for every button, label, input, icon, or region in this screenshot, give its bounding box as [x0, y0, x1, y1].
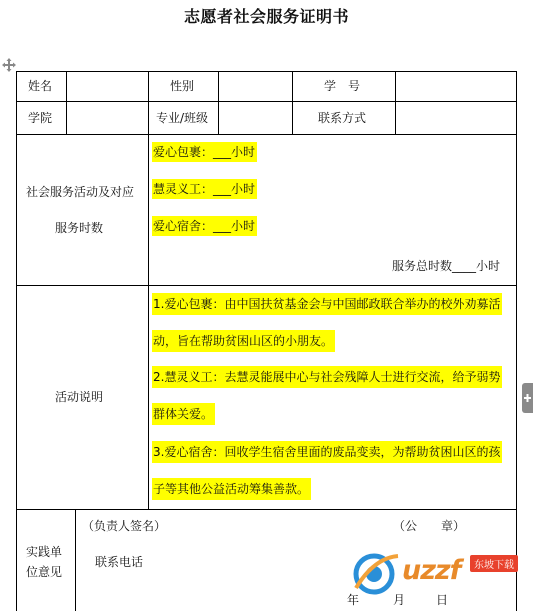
activity-line: 子等其他公益活动筹集善款。	[152, 478, 311, 500]
watermark-logo-text: uzzf	[402, 555, 461, 586]
stamp-label: （公 章）	[393, 519, 466, 533]
activity-line: 群体关爱。	[152, 403, 215, 425]
activity-line: 动，旨在帮助贫困山区的小朋友。	[152, 330, 335, 352]
name-label: 姓名	[28, 79, 53, 93]
student-id-field[interactable]	[396, 72, 515, 100]
college-field[interactable]	[67, 102, 147, 133]
student-id-label: 学 号	[324, 79, 361, 93]
plus-icon	[524, 393, 531, 403]
practice-unit-label-line1: 实践单	[26, 545, 63, 559]
contact-label: 联系方式	[318, 111, 367, 125]
service-label-line2: 服务时数	[55, 221, 104, 235]
activity-line: 2.慧灵义工：去慧灵能展中心与社会残障人士进行交流，给予弱势	[152, 366, 502, 388]
contact-phone-label: 联系电话	[95, 555, 144, 569]
practice-unit-label-line2: 位意见	[26, 565, 63, 579]
college-label: 学院	[28, 111, 53, 125]
gender-field[interactable]	[219, 72, 291, 100]
name-field[interactable]	[67, 72, 147, 100]
contact-field[interactable]	[396, 102, 515, 133]
page-title: 志愿者社会服务证明书	[183, 7, 349, 26]
side-scroll-tab[interactable]	[522, 383, 533, 413]
service-label-line1: 社会服务活动及对应	[26, 185, 135, 199]
activity-line: 3.爱心宿舍：回收学生宿舍里面的废品变卖，为帮助贫困山区的孩	[152, 441, 502, 463]
activity-line: 1.爱心包裹：由中国扶贫基金会与中国邮政联合举办的校外劝募活	[152, 293, 502, 315]
service-total-hours[interactable]: 服务总时数____小时	[392, 259, 501, 273]
service-item-love-dorm[interactable]: 爱心宿舍：___小时	[152, 216, 257, 236]
table-move-handle-icon[interactable]	[2, 58, 16, 72]
day-label: 日	[436, 593, 449, 607]
service-item-love-parcel[interactable]: 爱心包裹：___小时	[152, 142, 257, 162]
service-item-huiling-volunteer[interactable]: 慧灵义工：___小时	[152, 179, 257, 199]
major-class-label: 专业/班级	[156, 111, 209, 125]
signature-label: （负责人签名）	[82, 519, 167, 533]
year-label: 年	[347, 593, 360, 607]
watermark-tag: 东坡下载	[470, 555, 518, 572]
month-label: 月	[393, 593, 406, 607]
gender-label: 性别	[170, 79, 195, 93]
activity-label: 活动说明	[55, 390, 104, 404]
major-class-field[interactable]	[219, 102, 291, 133]
